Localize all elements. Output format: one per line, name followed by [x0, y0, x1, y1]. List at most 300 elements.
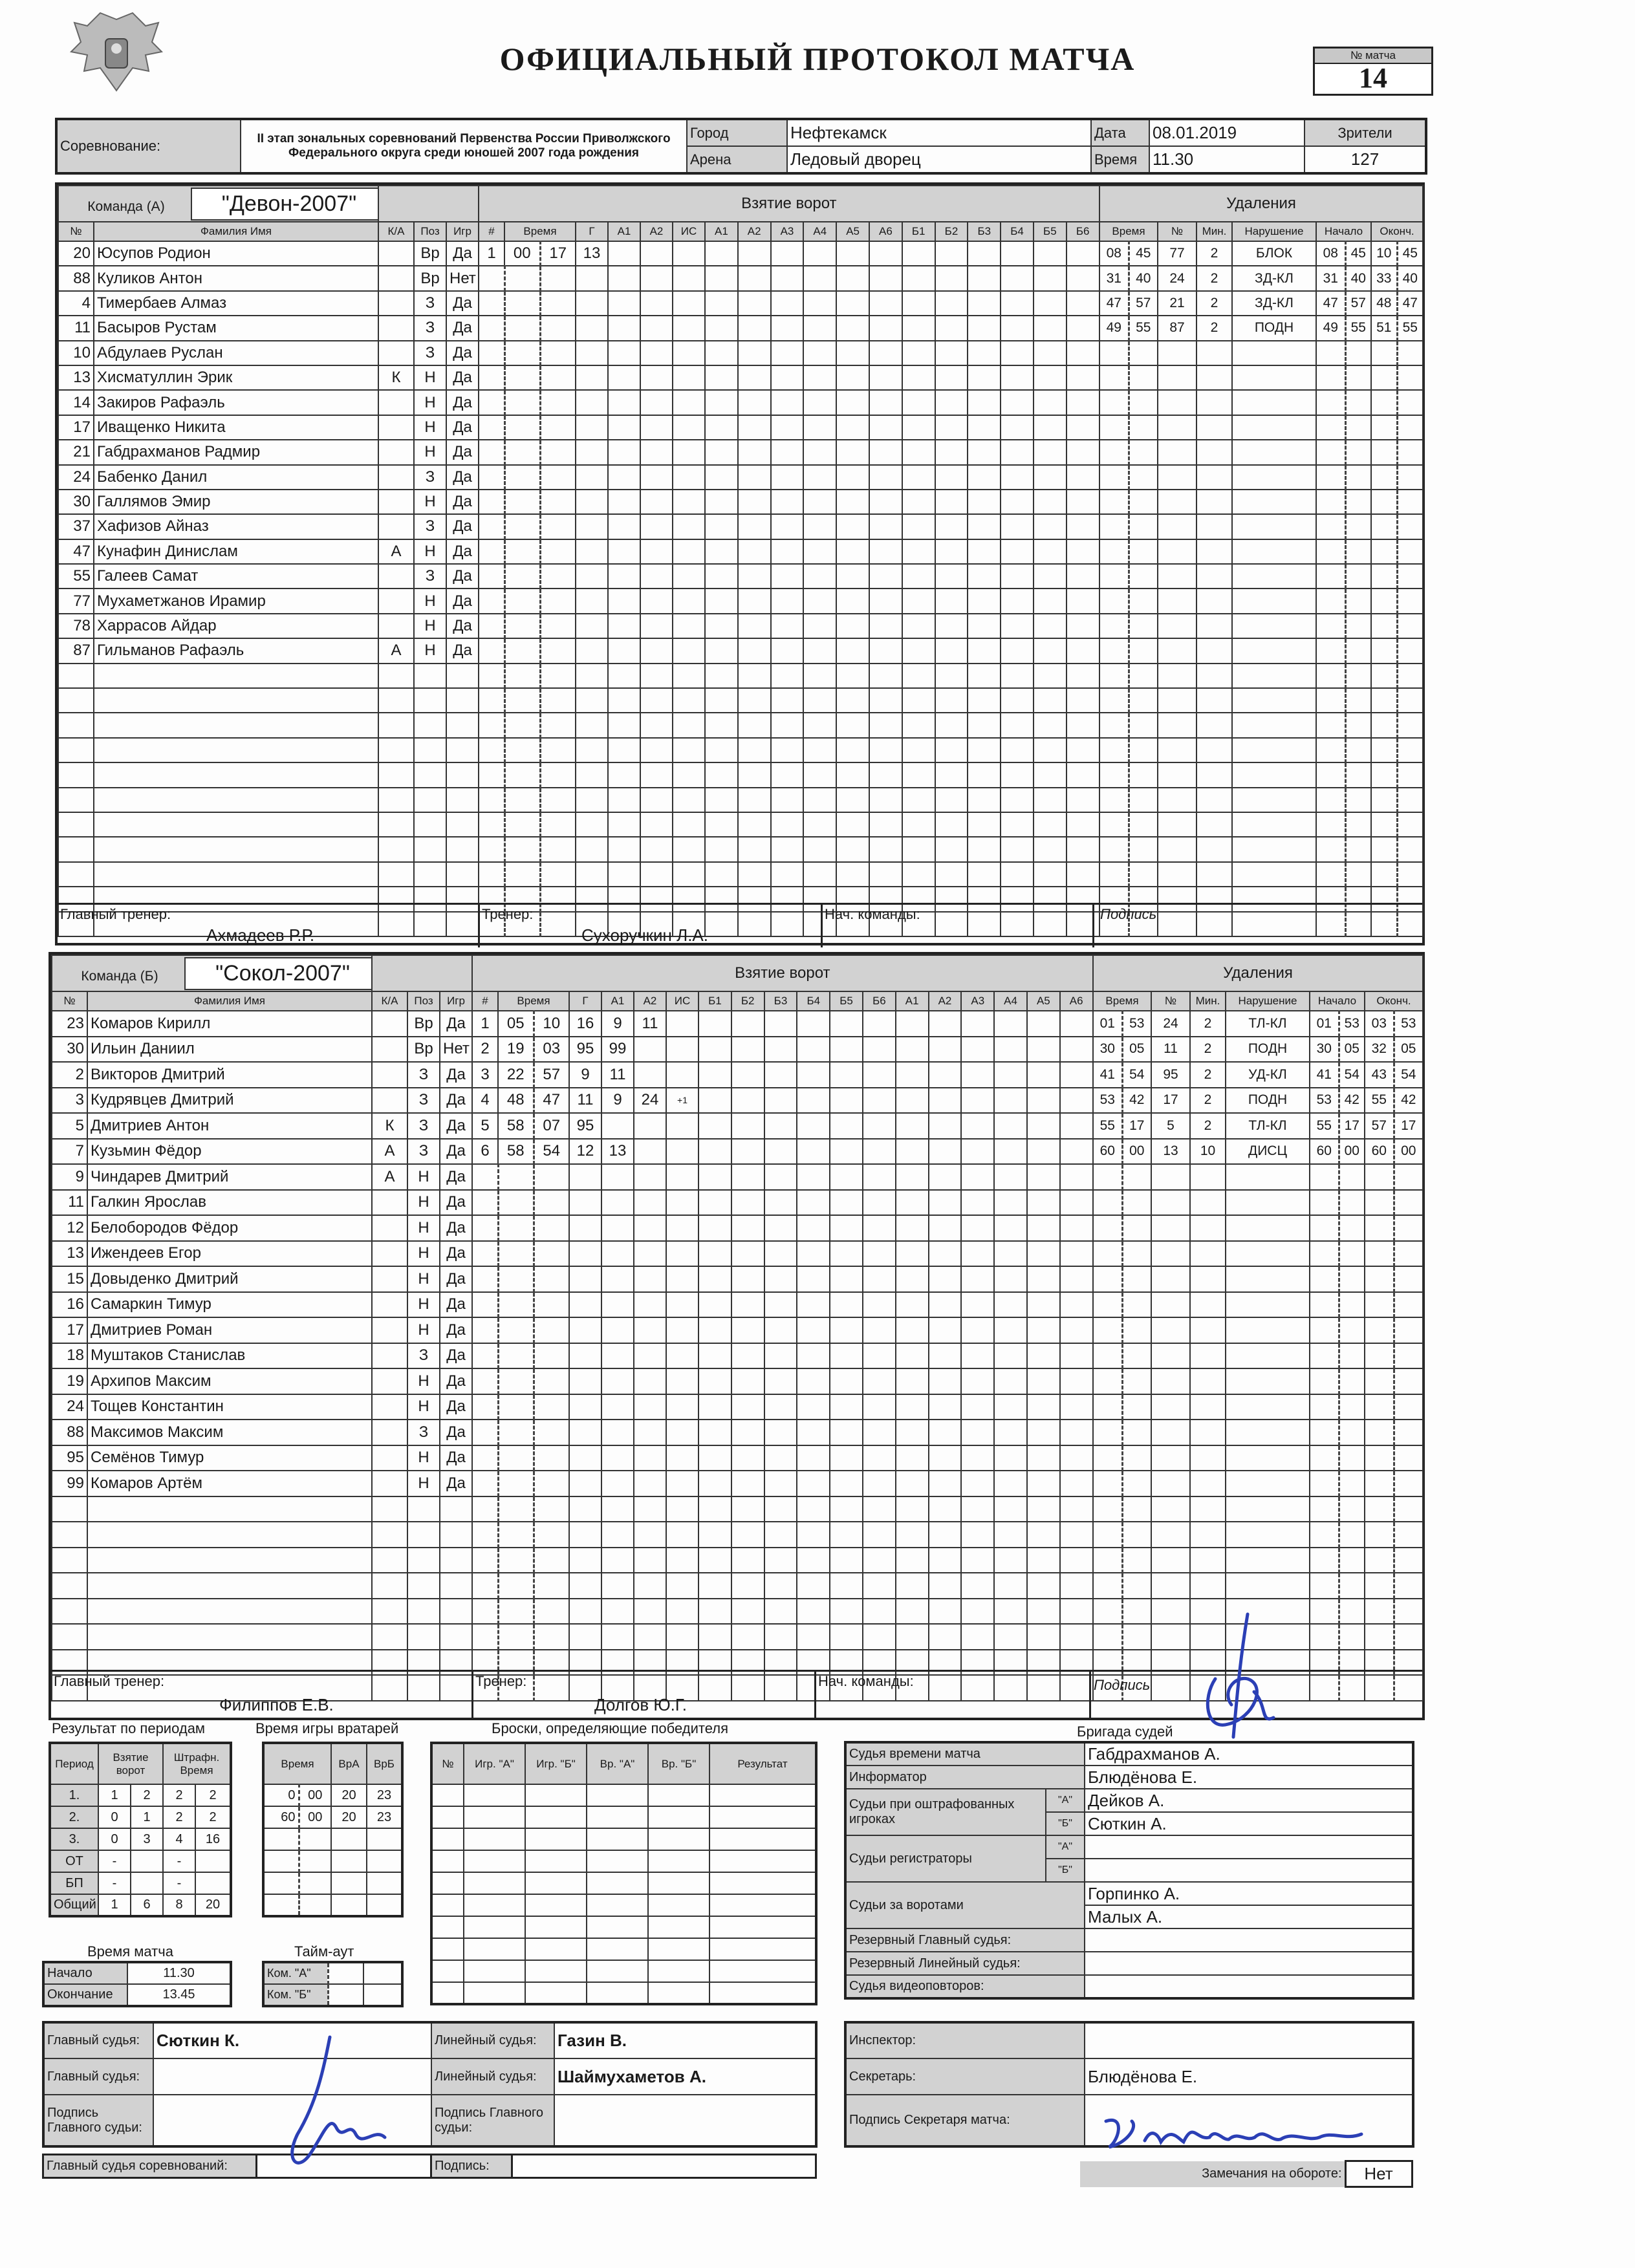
period-pim-a: -	[163, 1850, 195, 1872]
onice-cell	[1067, 589, 1099, 613]
onice-cell	[1034, 614, 1067, 638]
empty-cell	[58, 738, 94, 762]
onice-cell	[869, 788, 902, 812]
penalty-e-mm	[1365, 1317, 1394, 1343]
onice-cell	[797, 1266, 830, 1292]
penalty-e-mm	[1365, 1573, 1394, 1599]
goal-col-a2: А2	[634, 991, 666, 1011]
referee-signature	[272, 2031, 401, 2179]
penalty-no	[1158, 812, 1196, 837]
empty-cell	[58, 788, 94, 812]
onice-col: Б5	[830, 991, 863, 1011]
penalty-s-mm	[1310, 1496, 1339, 1522]
player-number: 15	[52, 1266, 87, 1292]
penalty-s-mm: 01	[1310, 1011, 1339, 1037]
player-played: Да	[446, 539, 479, 564]
goal-a2	[634, 1062, 666, 1088]
goal-g	[576, 415, 608, 440]
onice-cell	[731, 1471, 764, 1496]
player-name: Хисматуллин Эрик	[94, 365, 378, 390]
goal-mm: 48	[498, 1088, 534, 1114]
onice-cell	[902, 440, 935, 464]
gk-a	[331, 1894, 367, 1916]
goal-a1: 9	[601, 1088, 634, 1114]
penalty-min	[1196, 539, 1232, 564]
onice-cell	[764, 1548, 797, 1573]
onice-cell	[1060, 1599, 1093, 1625]
empty-cell	[52, 1599, 87, 1625]
onice-cell	[1001, 390, 1034, 415]
goal-mm	[504, 539, 540, 564]
roster-row	[52, 1062, 472, 1088]
onice-cell	[863, 1317, 896, 1343]
goal-is	[673, 664, 705, 688]
penalty-min: 2	[1196, 316, 1232, 340]
penalty-row	[1099, 539, 1423, 564]
onice-cell	[1027, 1164, 1060, 1190]
penalty-t-mm	[1099, 415, 1129, 440]
shot-row	[431, 1938, 816, 1960]
onice-cell	[994, 1190, 1027, 1216]
goal-g	[569, 1573, 601, 1599]
penalty-s-ss	[1345, 341, 1371, 365]
goal-n	[479, 316, 504, 340]
penalty-min	[1190, 1292, 1226, 1318]
onice-cell	[764, 1215, 797, 1241]
onice-cell	[731, 1420, 764, 1445]
penalty-t-mm	[1099, 738, 1129, 762]
onice-cell	[994, 1573, 1027, 1599]
onice-cell	[968, 241, 1001, 266]
goal-ss	[540, 341, 576, 365]
gk-ss	[299, 1850, 331, 1872]
penalty-no	[1158, 415, 1196, 440]
empty-cell	[94, 788, 378, 812]
goal-col-n: #	[472, 991, 498, 1011]
onice-cell	[935, 291, 968, 316]
goal-is	[666, 1139, 698, 1165]
pen-col-end-b: Оконч.	[1365, 991, 1423, 1011]
team-chief-label-b: Нач. команды:	[818, 1673, 914, 1689]
empty-cell	[52, 1573, 87, 1599]
goal-mm	[498, 1317, 534, 1343]
player-position: Н	[414, 415, 446, 440]
player-number: 77	[58, 589, 94, 613]
penalty-row	[1099, 440, 1423, 464]
onice-cell	[803, 862, 836, 887]
goal-a1	[601, 1573, 634, 1599]
roster-row	[52, 1088, 472, 1114]
penalty-no	[1151, 1292, 1190, 1318]
goal-g	[576, 390, 608, 415]
goal-mm	[498, 1445, 534, 1471]
onice-cell	[830, 1496, 863, 1522]
onice-cell	[929, 1522, 962, 1548]
goal-n	[479, 638, 504, 663]
onice-cell	[771, 713, 804, 737]
onice-cell	[929, 1317, 962, 1343]
player-position: З	[414, 291, 446, 316]
goal-g	[569, 1420, 601, 1445]
goal-n	[479, 738, 504, 762]
onice-cell	[836, 365, 869, 390]
penalty-s-mm	[1310, 1624, 1339, 1650]
onice-cell	[836, 788, 869, 812]
goal-a2	[634, 1317, 666, 1343]
goal-n: 2	[472, 1037, 498, 1063]
shots-table	[430, 1742, 817, 2005]
onice-cell	[869, 291, 902, 316]
goal-a1	[608, 365, 640, 390]
goal-mm: 05	[498, 1011, 534, 1037]
remarks-table	[1080, 2160, 1413, 2188]
goal-is	[666, 1368, 698, 1394]
onice-cell	[771, 638, 804, 663]
onice-cell	[731, 1394, 764, 1420]
penalty-row	[1099, 490, 1423, 514]
goal-a1	[608, 837, 640, 861]
shot-cell	[464, 1850, 525, 1872]
penalty-t-mm	[1093, 1624, 1122, 1650]
penalty-no	[1151, 1445, 1190, 1471]
onice-cell	[896, 1471, 929, 1496]
onice-cell	[771, 539, 804, 564]
goal-mm	[504, 365, 540, 390]
onice-cell	[896, 1215, 929, 1241]
penalty-e-mm	[1371, 341, 1397, 365]
goal-g	[576, 788, 608, 812]
shot-row	[431, 1784, 816, 1806]
goal-n	[472, 1292, 498, 1318]
penalty-t-ss: 45	[1129, 241, 1158, 266]
penalty-row	[1093, 1343, 1423, 1369]
penalty-row	[1093, 1139, 1423, 1165]
penalty-no	[1151, 1215, 1190, 1241]
goal-a2	[634, 1113, 666, 1139]
player-position: Н	[414, 490, 446, 514]
gk-col-a: ВрА	[331, 1743, 367, 1784]
player-number: 4	[58, 291, 94, 316]
team-a-name: "Девон-2007"	[191, 188, 378, 221]
penalty-t-mm	[1099, 365, 1129, 390]
onice-cell	[863, 1037, 896, 1063]
onice-cell	[836, 738, 869, 762]
penalty-s-mm	[1310, 1445, 1339, 1471]
team-b-label: Команда (Б)	[81, 968, 158, 984]
player-number: 88	[58, 266, 94, 290]
penalty-min: 10	[1190, 1139, 1226, 1165]
penalty-s-ss: 05	[1339, 1037, 1365, 1063]
goal-a1	[608, 688, 640, 713]
goal-row	[479, 465, 1099, 490]
player-captain-mark	[372, 1292, 407, 1318]
onice-cell	[1027, 1548, 1060, 1573]
empty-cell	[372, 1522, 407, 1548]
onice-cell	[968, 589, 1001, 613]
penalty-viol	[1232, 465, 1316, 490]
penalty-e-ss: 40	[1397, 266, 1423, 290]
goal-mm	[498, 1164, 534, 1190]
player-position: Вр	[407, 1037, 440, 1063]
shot-cell	[648, 1806, 709, 1828]
empty-cell	[414, 738, 446, 762]
player-number: 30	[58, 490, 94, 514]
penalty-t-mm: 47	[1099, 291, 1129, 316]
penalty-e-mm: 51	[1371, 316, 1397, 340]
penalty-e-mm	[1371, 465, 1397, 490]
penalty-e-mm	[1371, 862, 1397, 887]
team-a-coaches	[58, 903, 1422, 947]
penalty-t-mm	[1099, 514, 1129, 539]
onice-cell	[797, 1011, 830, 1037]
goal-a2	[640, 664, 673, 688]
penalty-e-ss	[1394, 1394, 1423, 1420]
penalty-t-ss	[1122, 1394, 1151, 1420]
penalty-s-ss: 40	[1345, 266, 1371, 290]
onice-cell	[1034, 837, 1067, 861]
onice-cell	[869, 341, 902, 365]
period-row	[50, 1872, 231, 1894]
onice-cell	[1027, 1190, 1060, 1216]
onice-cell	[1060, 1522, 1093, 1548]
shot-cell	[431, 1806, 464, 1828]
onice-cell	[836, 862, 869, 887]
shot-row	[431, 1894, 816, 1916]
onice-cell	[1067, 788, 1099, 812]
goal-is	[666, 1215, 698, 1241]
goal-row	[479, 688, 1099, 713]
onice-cell	[764, 1471, 797, 1496]
penalty-t-ss: 54	[1122, 1062, 1151, 1088]
goal-row	[472, 1496, 1093, 1522]
penalty-s-mm	[1316, 365, 1345, 390]
onice-cell	[929, 1548, 962, 1573]
shot-cell	[525, 1828, 587, 1850]
goal-n	[479, 762, 504, 787]
penalty-t-mm	[1099, 440, 1129, 464]
goal-n: 1	[472, 1011, 498, 1037]
onice-cell	[771, 341, 804, 365]
player-position: Н	[407, 1241, 440, 1267]
goal-g	[569, 1394, 601, 1420]
penalty-s-ss	[1345, 762, 1371, 787]
penalty-e-ss: 53	[1394, 1011, 1423, 1037]
penalty-row	[1099, 713, 1423, 737]
penalty-e-ss	[1394, 1522, 1423, 1548]
onice-cell	[935, 341, 968, 365]
onice-cell	[764, 1573, 797, 1599]
empty-cell	[94, 837, 378, 861]
goal-mm: 00	[504, 241, 540, 266]
penalty-s-ss: 57	[1345, 291, 1371, 316]
onice-cell	[830, 1317, 863, 1343]
onice-cell	[929, 1190, 962, 1216]
brigade-title: Бригада судей	[1077, 1723, 1173, 1740]
goal-n	[472, 1368, 498, 1394]
penalty-e-mm	[1371, 837, 1397, 861]
goal-row	[472, 1573, 1093, 1599]
onice-cell	[1001, 316, 1034, 340]
goal-col-a2: А2	[640, 222, 673, 241]
onice-cell	[896, 1522, 929, 1548]
gk-mm	[263, 1872, 299, 1894]
empty-cell	[378, 862, 414, 887]
penalty-min	[1196, 664, 1232, 688]
penalty-s-mm	[1316, 514, 1345, 539]
arena-value: Ледовый дворец	[787, 146, 1091, 173]
penalty-row	[1093, 1011, 1423, 1037]
onice-cell	[896, 1548, 929, 1573]
player-number: 13	[52, 1241, 87, 1267]
onice-cell	[1034, 564, 1067, 589]
onice-col: А3	[771, 222, 804, 241]
onice-cell	[771, 614, 804, 638]
penalty-min	[1190, 1190, 1226, 1216]
player-played: Да	[446, 291, 479, 316]
penalty-row	[1099, 837, 1423, 861]
goal-col-time: Время	[504, 222, 576, 241]
goal-ss: 03	[534, 1037, 569, 1063]
coach-a: Сухоручкин Л.А.	[581, 925, 708, 945]
goal-is	[666, 1573, 698, 1599]
onice-cell	[863, 1496, 896, 1522]
goal-g	[569, 1471, 601, 1496]
onice-cell	[797, 1522, 830, 1548]
onice-cell	[1067, 614, 1099, 638]
period-label: 3.	[50, 1828, 98, 1850]
player-position: З	[414, 316, 446, 340]
onice-cell	[803, 415, 836, 440]
penalty-row	[1099, 614, 1423, 638]
onice-cell	[764, 1343, 797, 1369]
onice-cell	[797, 1624, 830, 1650]
onice-cell	[1001, 266, 1034, 290]
goal-n	[472, 1471, 498, 1496]
onice-cell	[738, 539, 771, 564]
player-name: Куликов Антон	[94, 266, 378, 290]
penalty-viol	[1232, 589, 1316, 613]
goal-row	[472, 1471, 1093, 1496]
shot-row	[431, 1916, 816, 1938]
goal-ss	[534, 1394, 569, 1420]
penalty-viol	[1232, 440, 1316, 464]
roster-row	[52, 1368, 472, 1394]
shot-cell	[431, 1828, 464, 1850]
penalty-e-mm	[1371, 713, 1397, 737]
player-number: 7	[52, 1139, 87, 1165]
penalty-row	[1093, 1317, 1423, 1343]
goal-ss	[540, 837, 576, 861]
goal-n	[472, 1215, 498, 1241]
goal-is	[666, 1062, 698, 1088]
player-played: Да	[440, 1113, 472, 1139]
penalty-t-mm	[1099, 539, 1129, 564]
penalty-min	[1190, 1573, 1226, 1599]
onice-cell	[863, 1445, 896, 1471]
goal-row	[472, 1062, 1093, 1088]
onice-cell	[731, 1266, 764, 1292]
penalty-s-mm	[1316, 440, 1345, 464]
goal-mm	[498, 1343, 534, 1369]
player-captain-mark	[372, 1343, 407, 1369]
penalty-viol	[1232, 812, 1316, 837]
onice-cell	[836, 539, 869, 564]
onice-cell	[1067, 812, 1099, 837]
onice-cell	[994, 1548, 1027, 1573]
roster-row	[52, 1190, 472, 1216]
penalty-s-ss	[1339, 1599, 1365, 1625]
penalty-no	[1158, 539, 1196, 564]
penalty-min: 2	[1190, 1062, 1226, 1088]
player-captain-mark	[378, 564, 414, 589]
penalty-e-ss	[1397, 365, 1423, 390]
onice-cell	[836, 241, 869, 266]
player-number: 11	[58, 316, 94, 340]
empty-cell	[414, 664, 446, 688]
goal-a2	[640, 390, 673, 415]
onice-col: А2	[929, 991, 962, 1011]
goal-n	[479, 837, 504, 861]
penalty-s-ss: 54	[1339, 1062, 1365, 1088]
onice-cell	[731, 1139, 764, 1165]
penalty-t-mm	[1099, 862, 1129, 887]
goal-a1: 9	[601, 1011, 634, 1037]
player-name: Муштаков Станислав	[87, 1343, 372, 1369]
shot-cell	[709, 1960, 816, 1982]
onice-cell	[994, 1266, 1027, 1292]
penalty-e-mm	[1371, 490, 1397, 514]
gk-ss	[299, 1894, 331, 1916]
onice-cell	[738, 788, 771, 812]
goal-ss	[534, 1292, 569, 1318]
shot-cell	[464, 1872, 525, 1894]
onice-cell	[771, 589, 804, 613]
penalty-row	[1099, 762, 1423, 787]
onice-cell	[1027, 1343, 1060, 1369]
onice-cell	[869, 738, 902, 762]
empty-cell	[440, 1573, 472, 1599]
onice-cell	[1060, 1241, 1093, 1267]
penalty-s-mm	[1310, 1164, 1339, 1190]
player-played: Да	[446, 614, 479, 638]
penalty-e-mm	[1371, 514, 1397, 539]
penalty-t-ss: 00	[1122, 1139, 1151, 1165]
player-position: Вр	[414, 241, 446, 266]
player-name: Хафизов Айназ	[94, 514, 378, 539]
penalty-viol: ТЛ-КЛ	[1226, 1113, 1310, 1139]
penalty-row	[1099, 514, 1423, 539]
penalty-t-mm	[1093, 1343, 1122, 1369]
player-captain-mark	[378, 415, 414, 440]
penalty-t-ss	[1122, 1522, 1151, 1548]
onice-cell	[869, 688, 902, 713]
player-captain-mark	[378, 341, 414, 365]
onice-cell	[1027, 1445, 1060, 1471]
goal-is	[666, 1037, 698, 1063]
penalty-t-ss	[1122, 1266, 1151, 1292]
penalty-row	[1099, 812, 1423, 837]
penalty-viol	[1226, 1548, 1310, 1573]
shot-cell	[464, 1784, 525, 1806]
penalty-min	[1196, 365, 1232, 390]
penalty-t-ss	[1122, 1599, 1151, 1625]
goal-a2	[640, 614, 673, 638]
onice-cell	[705, 266, 738, 290]
goal-g: 9	[569, 1062, 601, 1088]
onice-cell	[797, 1037, 830, 1063]
onice-cell	[771, 266, 804, 290]
player-position: Н	[414, 614, 446, 638]
